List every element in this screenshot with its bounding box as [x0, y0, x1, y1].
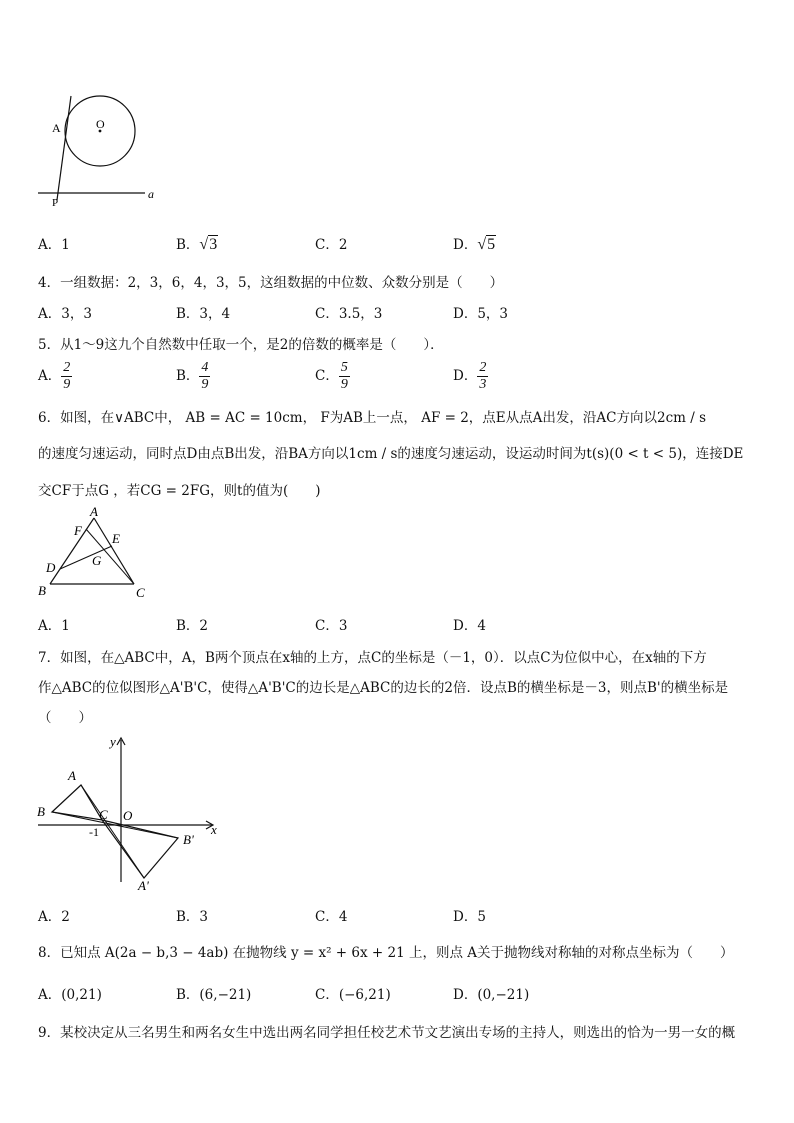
q6-line-2: 的速度匀速运动，同时点D由点B出发，沿BA方向以1cm / s的速度匀速运动，设运动时间为t(s)(0 < t < 5)，连接DE [38, 446, 744, 462]
label-b: B [38, 583, 46, 598]
q8-option-a: A．(0,21) [38, 987, 102, 1003]
fraction-denominator: 9 [340, 377, 348, 392]
q7-option-c: C．4 [315, 909, 348, 925]
q7-line-2: 作△ABC的位似图形△A'B'C，使得△A'B'C的边长是△ABC的边长的2倍．设点B的横坐标是－3，则点B'的横坐标是 [38, 680, 729, 696]
q8-text: 8．已知点 A(2a − b,3 − 4ab) 在抛物线 y = x² + 6x + 21 上，则点 A关于抛物线对称轴的对称点坐标为（ ） [38, 945, 734, 961]
label-minus-one: -1 [89, 825, 99, 839]
q6-option-a: A．1 [38, 618, 70, 634]
triangle-a-prime-b-prime-c [102, 820, 178, 878]
q8-option-c: C．(−6,21) [315, 987, 391, 1003]
fraction-numerator: 2 [479, 360, 487, 375]
q5-option-c-fraction [339, 360, 350, 393]
label-g: G [92, 553, 102, 568]
label-a-prime: A' [138, 878, 149, 893]
q4-option-d: D．5，3 [453, 306, 509, 322]
q5-option-c [315, 360, 350, 393]
q3-option-d-value: √5 [477, 236, 496, 253]
q6-option-d: D．4 [453, 618, 486, 634]
q3-option-a: A．1 [38, 237, 70, 253]
q8-option-b: B．(6,−21) [176, 987, 252, 1003]
label-y: y [110, 734, 116, 749]
fraction-numerator: 2 [63, 360, 71, 375]
q4-option-c: C．3.5，3 [315, 306, 383, 322]
q7-line-3: （ ） [38, 710, 92, 726]
q5-option-b-prefix: B． [176, 368, 200, 384]
q5-option-d-prefix: D． [453, 368, 478, 384]
q3-option-d-radicand: 5 [487, 236, 496, 253]
q5-option-c-prefix: C． [315, 368, 339, 384]
label-b-prime: B' [183, 832, 194, 847]
label-line-a: a [148, 187, 154, 201]
label-e: E [112, 531, 120, 546]
q5-option-d-fraction [477, 360, 488, 393]
q7-option-b: B．3 [176, 909, 209, 925]
q3-option-b [176, 233, 218, 254]
triangle-abc-figure [34, 502, 164, 602]
q4-option-b: B．3，4 [176, 306, 231, 322]
q3-option-b-radicand: 3 [209, 236, 218, 253]
label-c: C [136, 585, 145, 600]
q7-option-d: D．5 [453, 909, 486, 925]
side-ab [50, 518, 94, 584]
q3-option-b-prefix: B． [176, 237, 200, 253]
fraction-denominator: 9 [201, 377, 209, 392]
q7-line-1: 7．如图，在△ABC中，A，B两个顶点在x轴的上方，点C的坐标是（－1，0）．以点C为位似中心，在x轴的下方 [38, 650, 707, 666]
q6-option-c: C．3 [315, 618, 348, 634]
label-p: P [52, 197, 59, 209]
q6-option-b: B．2 [176, 618, 209, 634]
label-o: O [123, 808, 133, 823]
label-a-point: A [52, 121, 61, 135]
label-d: D [46, 560, 56, 575]
label-b: B [37, 804, 45, 819]
q5-option-a-fraction [61, 360, 72, 393]
label-f: F [74, 523, 82, 538]
q9-text: 9．某校决定从三名男生和两名女生中选出两名同学担任校艺术节文艺演出专场的主持人，则选出的恰为一男一女的概 [38, 1025, 736, 1041]
q5-option-a-prefix: A． [38, 368, 62, 384]
label-o: O [96, 117, 105, 131]
q4-text: 4．一组数据：2，3，6，4，3，5，这组数据的中位数、众数分别是（ ） [38, 275, 504, 291]
q3-option-d [453, 233, 496, 254]
label-c: C [99, 807, 108, 822]
q3-option-b-value: √3 [199, 236, 218, 253]
q5-option-b [176, 360, 210, 393]
q4-option-a: A．3，3 [38, 306, 92, 322]
triangle-abc [52, 785, 102, 820]
label-a: A [68, 768, 76, 783]
q3-option-d-prefix: D． [453, 237, 478, 253]
fraction-numerator: 5 [340, 360, 348, 375]
q5-option-b-fraction [199, 360, 210, 393]
q3-option-c: C．2 [315, 237, 348, 253]
q5-text: 5．从1～9这九个自然数中任取一个，是2的倍数的概率是（ ）． [38, 337, 444, 353]
q5-option-a [38, 360, 72, 393]
fraction-denominator: 3 [479, 377, 487, 392]
circle-tangent-figure [30, 90, 170, 210]
q6-line-3: 交CF于点G ，若CG = 2FG，则t的值为( ) [38, 483, 321, 499]
fraction-numerator: 4 [201, 360, 209, 375]
q5-option-d [453, 360, 488, 393]
coordinate-figure [34, 732, 224, 897]
q8-option-d: D．(0,−21) [453, 987, 530, 1003]
fraction-denominator: 9 [63, 377, 71, 392]
label-x: x [211, 822, 217, 837]
q6-line-1: 6．如图，在∨ABC中， AB = AC = 10cm， F为AB上一点， AF = 2，点E从点A出发，沿AC方向以2cm / s [38, 410, 706, 426]
q7-option-a: A．2 [38, 909, 70, 925]
label-a: A [90, 504, 98, 519]
